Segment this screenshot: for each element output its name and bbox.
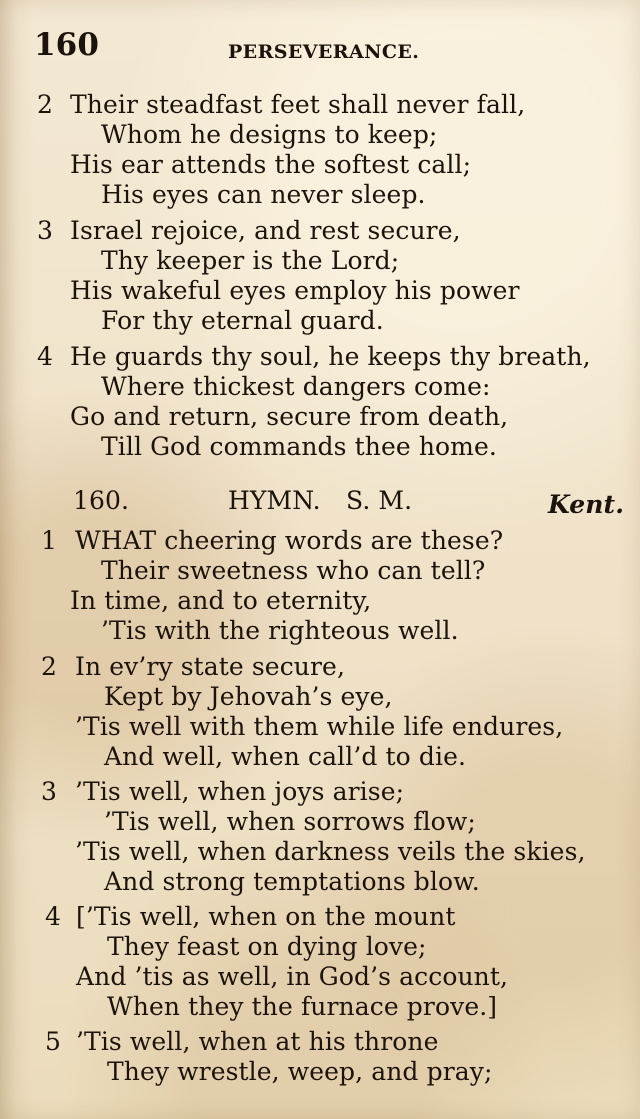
- hymn-number: 160.: [73, 486, 130, 515]
- hymn-line: Israel rejoice, and rest secure,: [70, 216, 461, 245]
- stanza-number: 4: [37, 342, 54, 371]
- hymn-label: HYMN.: [228, 486, 321, 515]
- hymn-line: ’Tis well, when at his throne: [76, 1027, 439, 1056]
- hymn-line: Till God commands thee home.: [101, 432, 497, 461]
- hymn-line: His eyes can never sleep.: [101, 180, 426, 209]
- hymn-line: His ear attends the softest call;: [70, 150, 472, 179]
- hymn-meter: S. M.: [346, 486, 413, 515]
- stanza-number: 2: [41, 652, 58, 681]
- hymn-line: Their sweetness who can tell?: [101, 556, 486, 585]
- hymn-line: ’Tis well, when joys arise;: [75, 777, 405, 806]
- hymn-line: ’Tis well, when sorrows flow;: [104, 807, 476, 836]
- hymn-line: [’Tis well, when on the mount: [76, 902, 456, 931]
- hymn-line: And ’tis as well, in God’s account,: [76, 962, 509, 991]
- hymn-line: ’Tis with the righteous well.: [101, 616, 459, 645]
- stanza-number: 3: [37, 216, 54, 245]
- stanza-number: 4: [45, 902, 62, 931]
- hymn-line: Thy keeper is the Lord;: [101, 246, 400, 275]
- hymn-line: In time, and to eternity,: [70, 586, 372, 615]
- hymn-line: Kept by Jehovah’s eye,: [104, 682, 393, 711]
- hymn-line: And strong temptations blow.: [104, 867, 480, 896]
- hymn-line: They feast on dying love;: [107, 932, 427, 961]
- hymn-line: When they the furnace prove.]: [107, 992, 498, 1021]
- hymn-line: Their steadfast feet shall never fall,: [70, 90, 526, 119]
- hymn-line: For thy eternal guard.: [101, 306, 384, 335]
- hymn-line: And well, when call’d to die.: [104, 742, 467, 771]
- hymn-line: In ev’ry state secure,: [75, 652, 345, 681]
- tune-name: Kent.: [548, 490, 625, 519]
- hymn-line: He guards thy soul, he keeps thy breath,: [70, 342, 591, 371]
- hymn-line: Where thickest dangers come:: [101, 372, 491, 401]
- hymn-line: Go and return, secure from death,: [70, 402, 509, 431]
- hymn-line: Whom he designs to keep;: [101, 120, 438, 149]
- hymn-line: They wrestle, weep, and pray;: [107, 1057, 493, 1086]
- hymn-line: ’Tis well with them while life endures,: [75, 712, 564, 741]
- running-title: PERSEVERANCE.: [228, 41, 420, 63]
- hymn-line: WHAT cheering words are these?: [75, 526, 504, 555]
- stanza-number: 2: [37, 90, 54, 119]
- hymn-line: His wakeful eyes employ his power: [70, 276, 520, 305]
- page-number: 160: [34, 27, 100, 63]
- stanza-number: 1: [41, 526, 58, 555]
- hymn-line: ’Tis well, when darkness veils the skies,: [75, 837, 586, 866]
- stanza-number: 5: [45, 1027, 62, 1056]
- stanza-number: 3: [41, 777, 58, 806]
